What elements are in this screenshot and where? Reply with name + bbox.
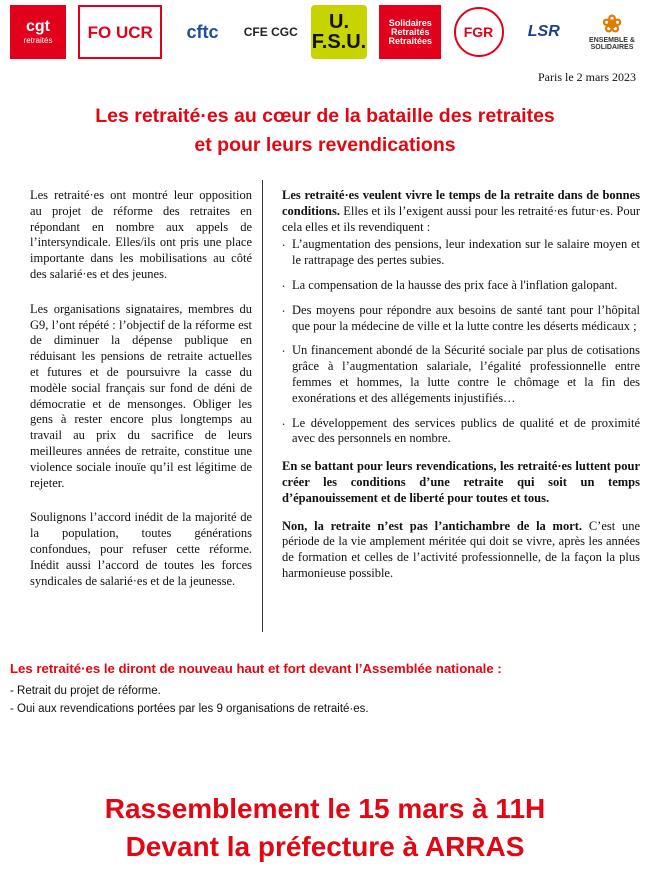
title-line-1: Les retraité·es au cœur de la bataille des retraites bbox=[95, 105, 555, 127]
retirement-paragraph bbox=[282, 519, 640, 582]
demand-item: . Un financement abondé de la Sécurité sociale par plus de cotisations grâce à l’augmentation salariale, l’égalité professionnelle entre femmes et hommes, la lutte contre le chômage et la fin des exonérations et des allégements injustifiés… bbox=[282, 343, 640, 406]
fgr-logo bbox=[454, 7, 504, 57]
fsu-logo bbox=[311, 5, 367, 59]
demands-intro-bold: Les retraité·es veulent vivre le temps de la retraite dans de bonnes conditions. bbox=[282, 188, 640, 218]
logo-bar bbox=[10, 4, 640, 60]
solidaires-logo bbox=[379, 5, 441, 59]
document-title bbox=[0, 102, 650, 160]
cgt-logo bbox=[10, 5, 66, 59]
fo-ucr-logo bbox=[78, 5, 162, 59]
cfe-cgc-logo-text: CFE CGC bbox=[243, 25, 298, 39]
assembly-item: - Oui aux revendications portées par les 9 organisations de retraité·es. bbox=[10, 703, 369, 715]
demands-intro-rest: Elles et ils l’exigent aussi pour les retraité·es futur·es. Pour cela elles et ils revendiquent : bbox=[282, 203, 640, 234]
cfe-cgc-logo bbox=[243, 5, 299, 59]
right-column bbox=[282, 188, 640, 582]
document-date: Paris le 2 mars 2023 bbox=[538, 70, 636, 84]
ensemble-logo-text: ENSEMBLE & SOLIDAIRES bbox=[589, 37, 635, 51]
rally-line-2: Devant la préfecture à ARRAS bbox=[125, 831, 525, 862]
retirement-paragraph-bold: Non, la retraite n’est pas l’antichambre de la mort. bbox=[282, 518, 583, 533]
assembly-list bbox=[10, 682, 369, 718]
struggle-paragraph: En se battant pour leurs revendications, les retraité·es luttent pour créer les conditions d’une retraite qui soit un temps d’épanouissement et de liberté pour toutes et tous. bbox=[282, 459, 640, 505]
fsu-logo-text: U. F.S.U. bbox=[311, 11, 367, 53]
title-line-2: et pour leurs revendications bbox=[194, 134, 456, 156]
cgt-logo-text: cgt bbox=[26, 18, 50, 35]
left-column bbox=[30, 188, 252, 608]
column-divider bbox=[262, 180, 263, 632]
solidaires-logo-text: Solidaires Retraités Retraitées bbox=[388, 17, 433, 46]
ensemble-solidaires-logo bbox=[584, 5, 640, 59]
demand-item: . L’augmentation des pensions, leur indexation sur le salaire moyen et le rattrapage des pertes subies. bbox=[282, 237, 640, 269]
fo-ucr-logo-text: FO UCR bbox=[87, 22, 153, 42]
retirement-paragraph-rest: C’est une période de la vie amplement méritée qui doit se vivre, après les années de formation et celles de l’activité professionnelle, de la façon la plus harmonieuse possible. bbox=[282, 518, 641, 580]
cgt-logo-subtext: retraités bbox=[23, 36, 53, 45]
demands-list bbox=[282, 237, 640, 447]
tree-icon: ❀ bbox=[601, 11, 623, 38]
demand-item: . Des moyens pour répondre aux besoins de santé tant pour l’hôpital que pour la médecine de ville et la lutte contre les déserts médicaux ; bbox=[282, 303, 640, 335]
rally-line-1: Rassemblement le 15 mars à 11H bbox=[104, 793, 546, 824]
left-paragraph: Soulignons l’accord inédit de la majorité de la population, toutes générations confondues, pour refuser cette réforme. Inédit aussi l’accord de toutes les forces syndicales de salarié·es et de la jeunesse. bbox=[30, 510, 252, 588]
demand-item: . La compensation de la hausse des prix face à l'inflation galopant. bbox=[282, 278, 640, 294]
demands-intro bbox=[282, 188, 640, 235]
rally-announcement bbox=[0, 790, 650, 866]
assembly-heading: Les retraité·es le diront de nouveau haut et fort devant l’Assemblée nationale : bbox=[10, 661, 502, 676]
cftc-logo bbox=[175, 5, 231, 59]
lsr-logo-text: LSR bbox=[527, 23, 560, 40]
fgr-logo-text: FGR bbox=[463, 24, 494, 40]
demand-item: . Le développement des services publics de qualité et de proximité avec des personnels en nombre. bbox=[282, 416, 640, 448]
cftc-logo-text: cftc bbox=[186, 22, 219, 42]
assembly-item: - Retrait du projet de réforme. bbox=[10, 685, 161, 697]
left-paragraph: Les retraité·es ont montré leur opposition au projet de réforme des retraites en répondant en nombre aux appels de l’intersyndicale. Elles/ils ont pris une place importante dans les mobilisations au côté des salarié·es et des jeunes. bbox=[30, 188, 252, 281]
left-paragraph: Les organisations signataires, membres du G9, l’ont répété : l’objectif de la réforme est de diminuer la dépense publique en réduisant les pensions de retraite actuelles et futures et de poursuivre la casse du modèle social français sur fond de déni de démocratie et de mensonges. Obliger les gens à rester encore plus longtemps au travail au prix du sacrifice de leurs meilleures années de retraite, constitue une violence sociale inouïe qu’il est légitime de rejeter. bbox=[30, 301, 252, 490]
lsr-logo bbox=[516, 5, 572, 59]
